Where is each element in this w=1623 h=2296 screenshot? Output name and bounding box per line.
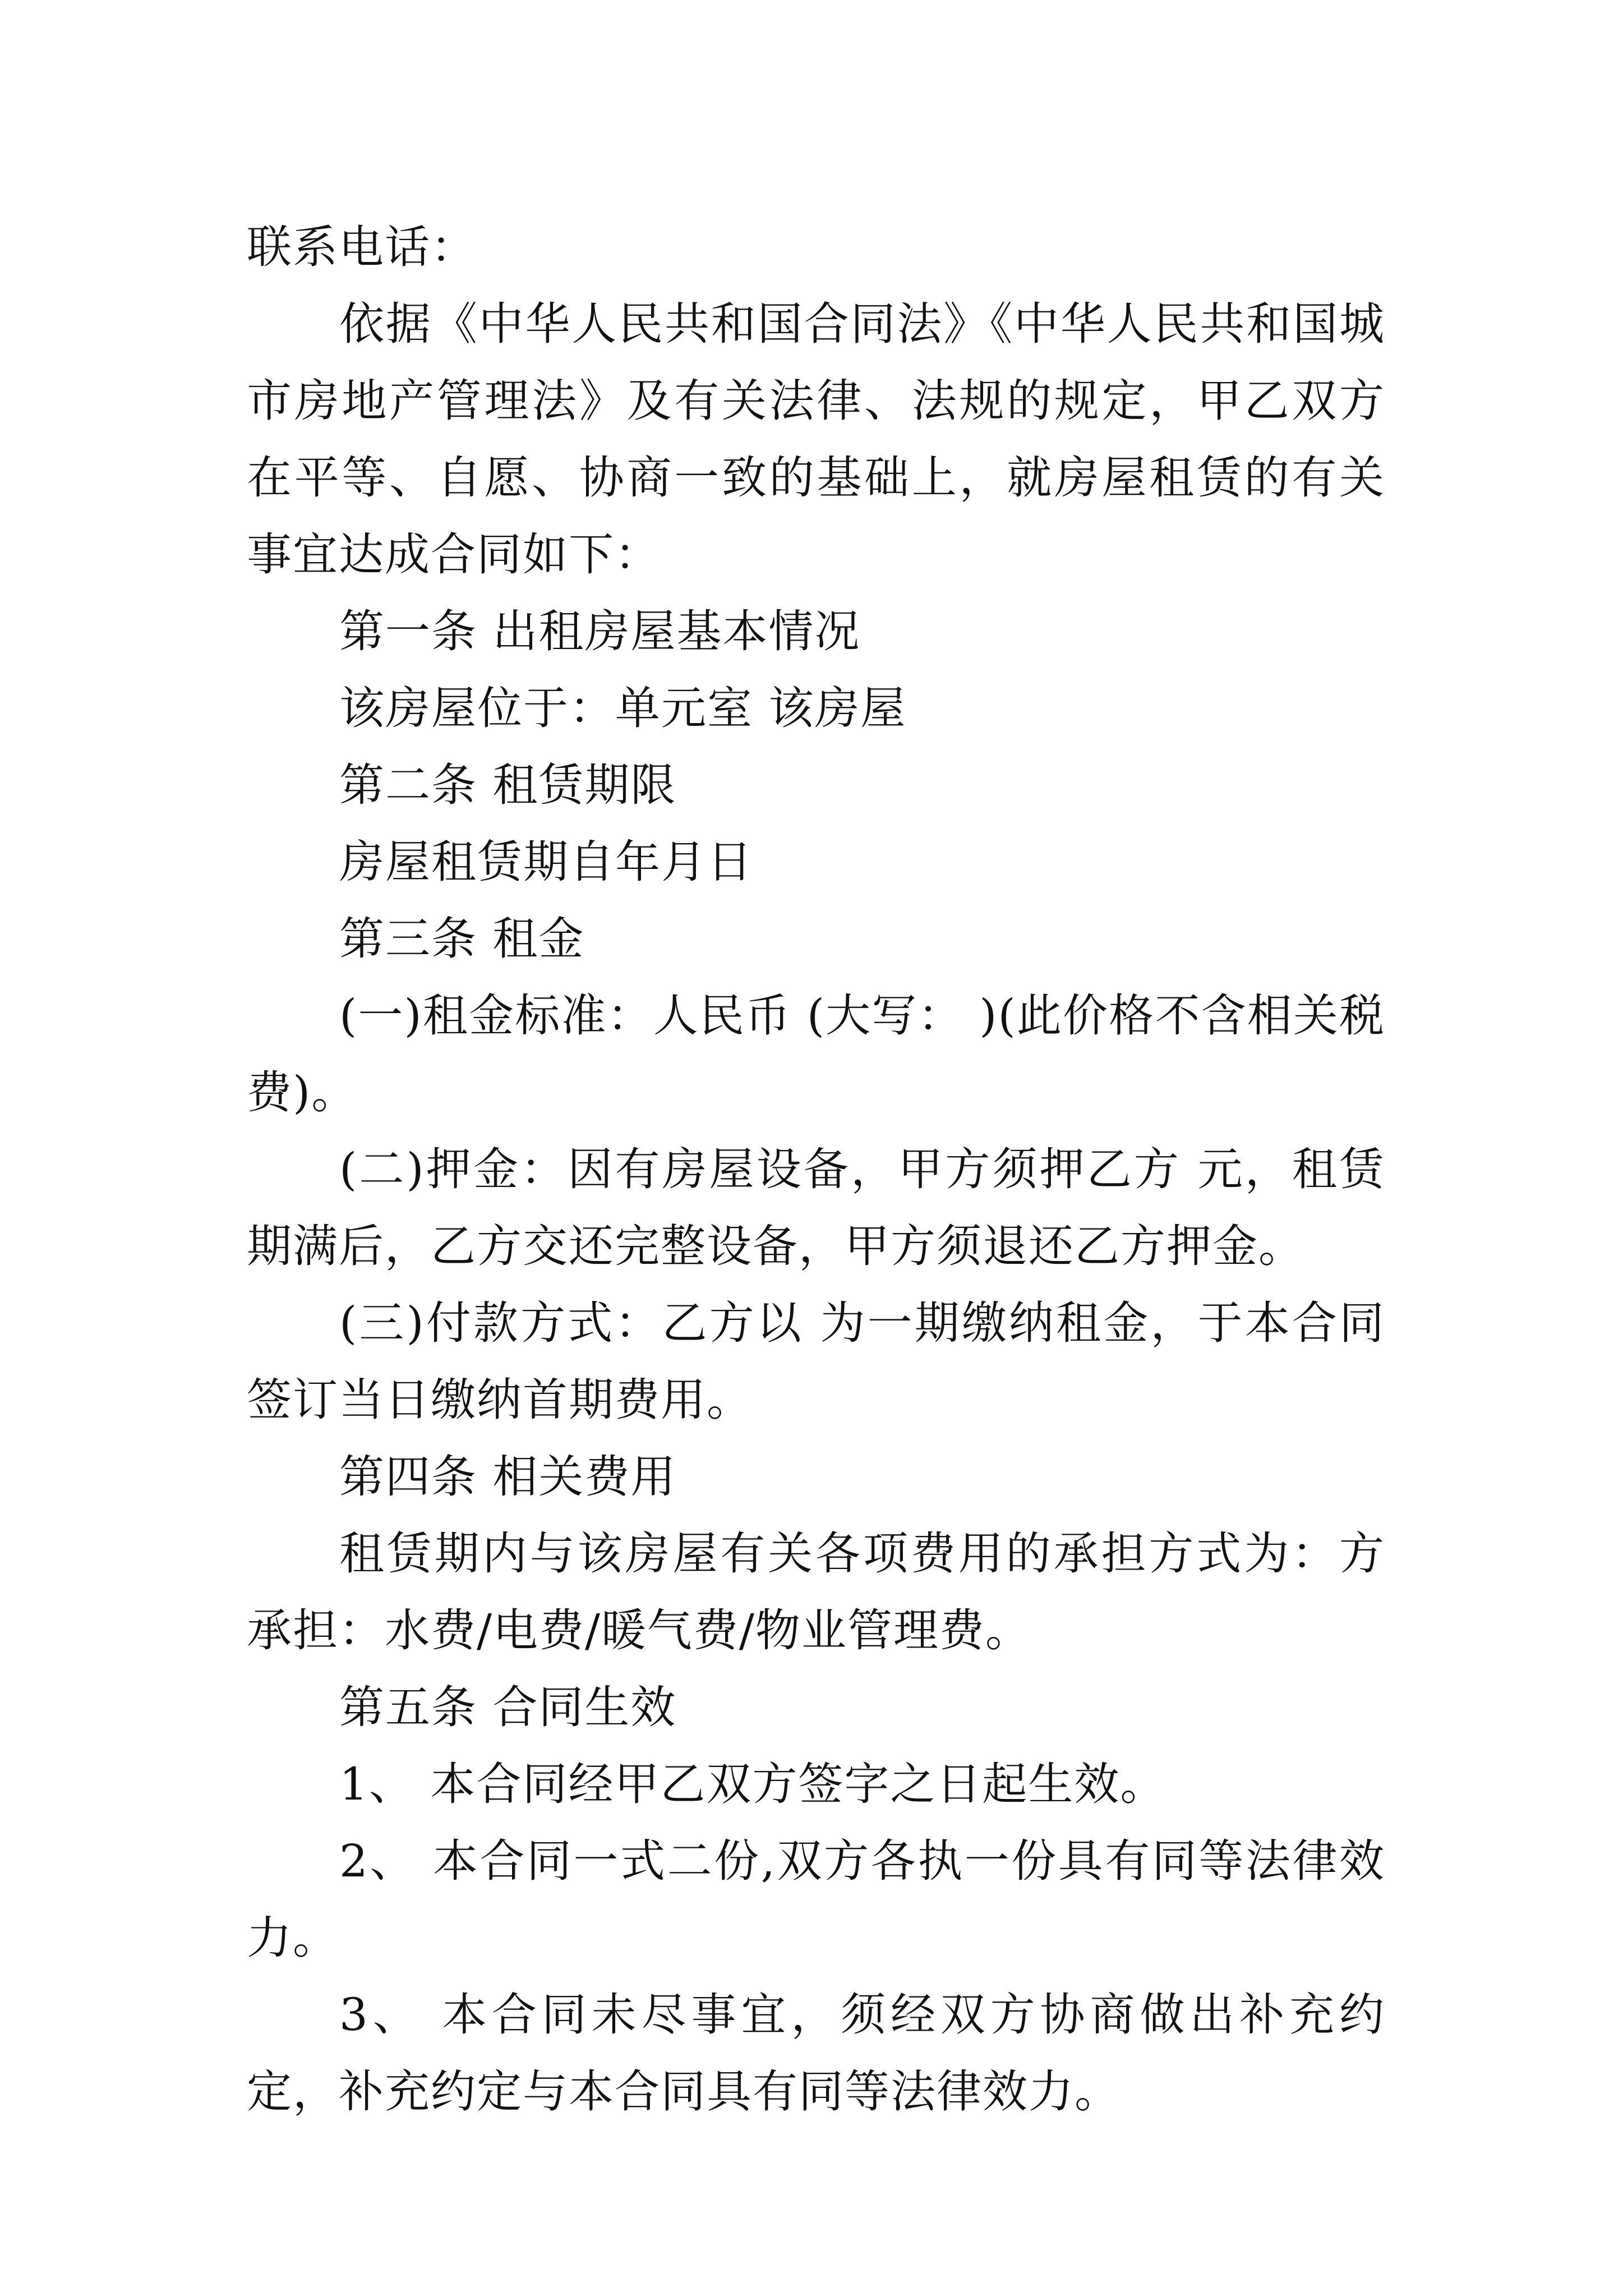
article-1-heading: 第一条 出租房屋基本情况 bbox=[339, 605, 861, 657]
clause-1-line: 1、 本合同经甲乙双方签字之日起生效。 bbox=[339, 1758, 1166, 1810]
contract-basis-paragraph: 依据《中华人民共和国合同法》《中华人民共和国城市房地产管理法》及有关法律、法规的规定，甲乙双方在平等、自愿、协商一致的基础上，就房屋租赁的有关事宜达成合同如下： bbox=[247, 298, 1385, 581]
article-3-heading: 第三条 租金 bbox=[339, 913, 585, 965]
house-location-line: 该房屋位于：单元室 该房屋 bbox=[339, 682, 907, 734]
clause-3-paragraph: 3、 本合同未尽事宜，须经双方协商做出补充约定，补充约定与本合同具有同等法律效力。 bbox=[247, 1989, 1385, 2118]
article-4-heading: 第四条 相关费用 bbox=[339, 1451, 677, 1503]
payment-method-paragraph: (三)付款方式：乙方以 为一期缴纳租金，于本合同签订当日缴纳首期费用。 bbox=[247, 1297, 1385, 1426]
related-fees-paragraph: 租赁期内与该房屋有关各项费用的承担方式为：方承担：水费/电费/暖气费/物业管理费。 bbox=[247, 1527, 1385, 1657]
lease-term-line: 房屋租赁期自年月日 bbox=[339, 836, 753, 888]
deposit-paragraph: (二)押金：因有房屋设备，甲方须押乙方 元，租赁期满后，乙方交还完整设备，甲方须退还乙方押金。 bbox=[247, 1143, 1385, 1272]
contact-phone-line: 联系电话： bbox=[247, 221, 477, 273]
document-body bbox=[247, 209, 1385, 2130]
article-2-heading: 第二条 租赁期限 bbox=[339, 759, 677, 811]
clause-2-line: 2、 本合同一式二份,双方各执一份具有同等法律效力。 bbox=[247, 1835, 1385, 1964]
rent-standard-paragraph: (一)租金标准：人民币 (大写： )(此价格不含相关税费)。 bbox=[247, 990, 1385, 1119]
article-5-heading: 第五条 合同生效 bbox=[339, 1681, 677, 1733]
